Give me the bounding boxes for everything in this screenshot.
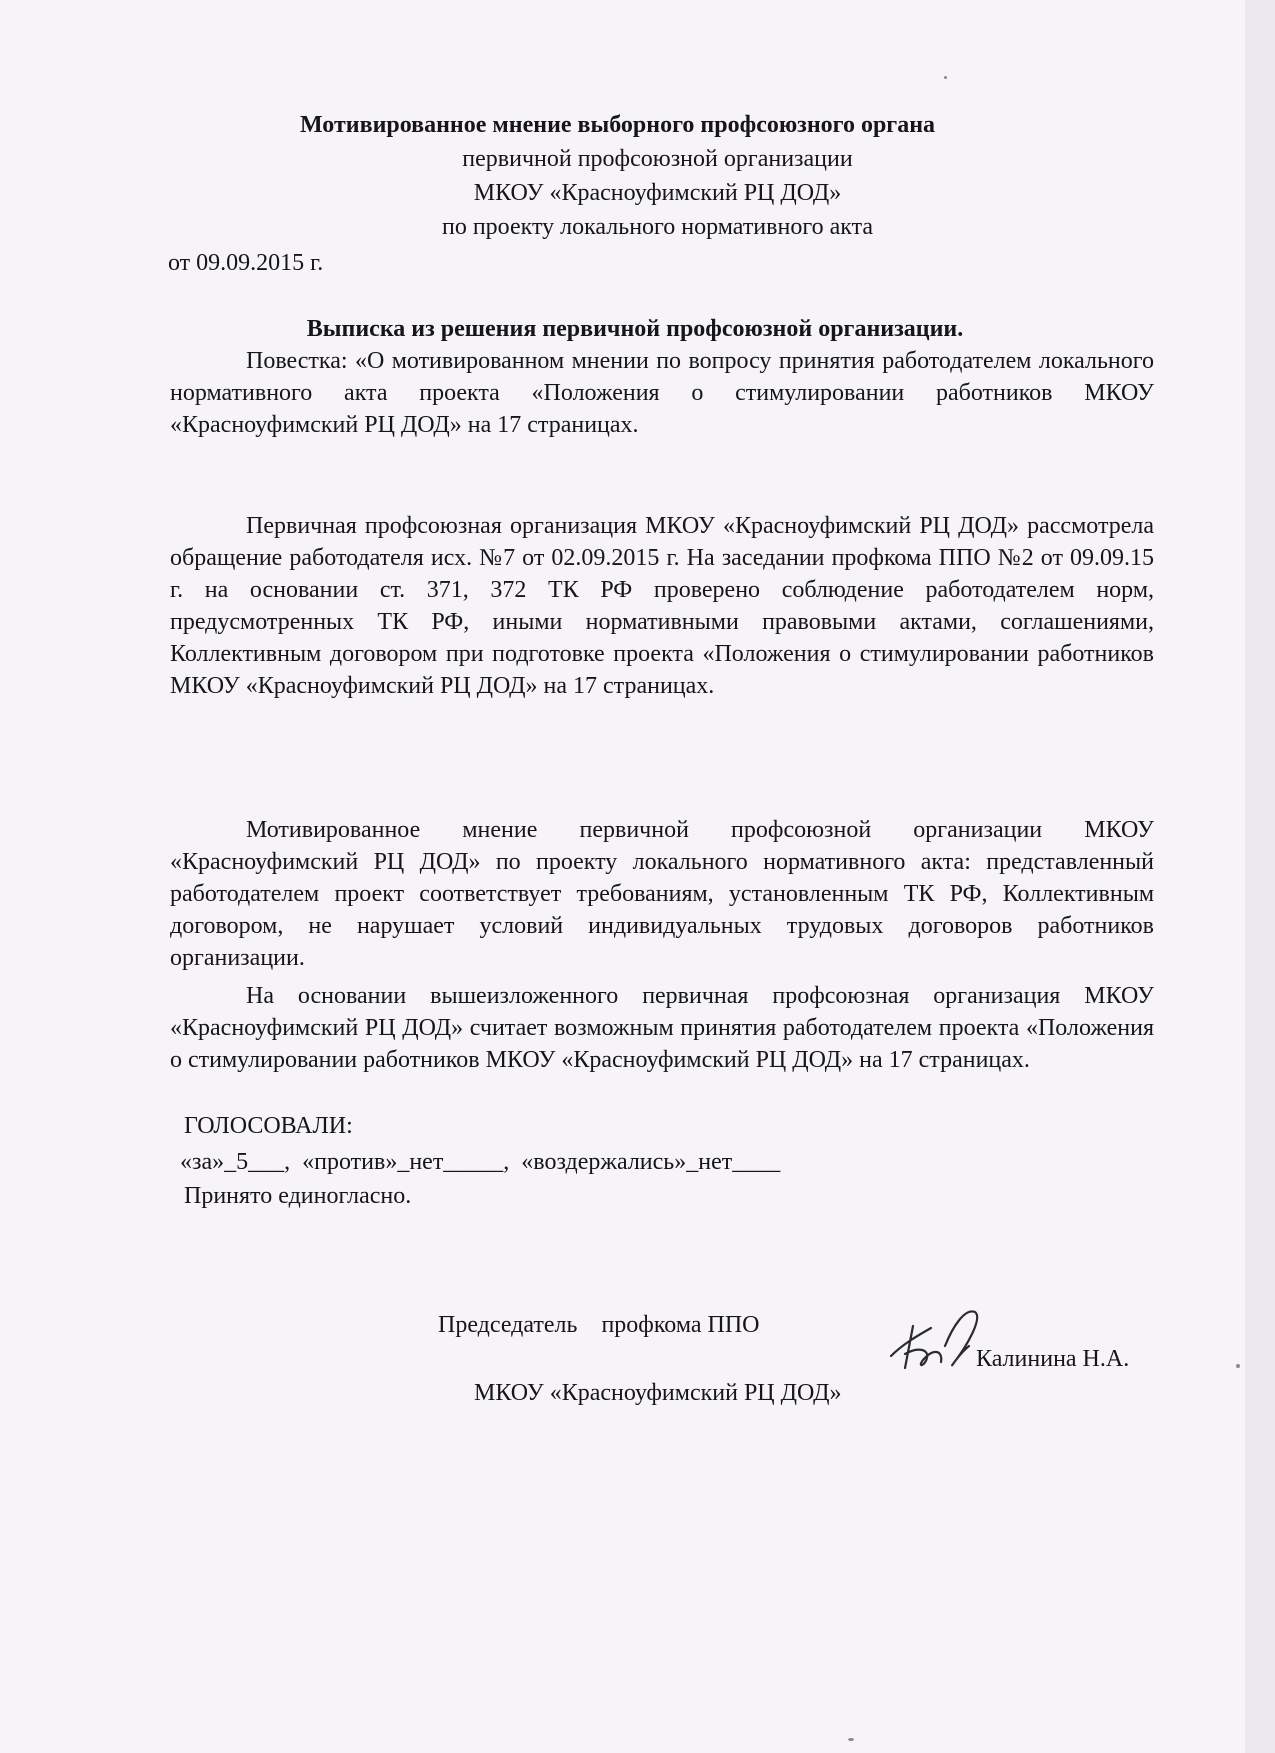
scan-speck xyxy=(944,76,947,79)
agenda-paragraph: Повестка: «О мотивированном мнении по вопросу принятия работодателем локального нормативного акта проекта «Положения о стимулировании работников МКОУ «Красноуфимский РЦ ДОД» на 17 страницах. xyxy=(170,348,1154,438)
signature-block xyxy=(438,1308,1130,1478)
voting-heading: ГОЛОСОВАЛИ: xyxy=(184,1113,353,1139)
document-header xyxy=(168,108,1147,244)
signatory-name: Калинина Н.А. xyxy=(976,1346,1130,1372)
voting-accepted: Принято единогласно. xyxy=(184,1183,412,1209)
conclusion-paragraph: На основании вышеизложенного первичная профсоюзная организация МКОУ «Красноуфимский РЦ ДОД» считает возможным принятия работодателем проекта «Положения о стимулировании работников МКОУ «Красноуфимский РЦ ДОД» на 17 страницах. xyxy=(170,983,1154,1073)
opinion-paragraph: Мотивированное мнение первичной профсоюзной организации МКОУ «Красноуфимский РЦ ДОД» по проекту локального нормативного акта: представленный работодателем проект соответствует требованиям, установленным ТК РФ, Коллективным договором, не нарушает условий индивидуальных трудовых договоров работников организации. xyxy=(170,817,1154,971)
scan-speck xyxy=(1236,1364,1240,1368)
voting-result: «за»_5___, «против»_нет_____, «воздержались»_нет____ xyxy=(180,1149,781,1175)
header-organization-line: первичной профсоюзной организации xyxy=(462,146,853,172)
scan-speck xyxy=(848,1738,854,1741)
document-date: от 09.09.2015 г. xyxy=(168,250,324,276)
signature-position-row xyxy=(438,1342,1130,1478)
review-paragraph: Первичная профсоюзная организация МКОУ «Красноуфимский РЦ ДОД» рассмотрела обращение работодателя исх. №7 от 02.09.2015 г. На заседании профкома ППО №2 от 09.09.15 г. на основании ст. 371, 372 ТК РФ проверено соблюдение работодателем норм, предусмотренных ТК РФ, иными нормативными правовыми актами, соглашениями, Коллективным договором при подготовке проекта «Положения о стимулировании работников МКОУ «Красноуфимский РЦ ДОД» на 17 страницах. xyxy=(170,513,1154,699)
signature-position-line1: Председатель профкома ППО xyxy=(438,1312,760,1338)
handwritten-signature xyxy=(883,1306,993,1378)
signature-position-line2: МКОУ «Красноуфимский РЦ ДОД» xyxy=(474,1380,842,1406)
header-subject-line: по проекту локального нормативного акта xyxy=(441,214,873,240)
extract-title: Выписка из решения первичной профсоюзной организации. xyxy=(306,316,964,342)
header-institution-line: МКОУ «Красноуфимский РЦ ДОД» xyxy=(473,180,842,206)
document-title: Мотивированное мнение выборного профсоюзного органа xyxy=(299,112,936,138)
